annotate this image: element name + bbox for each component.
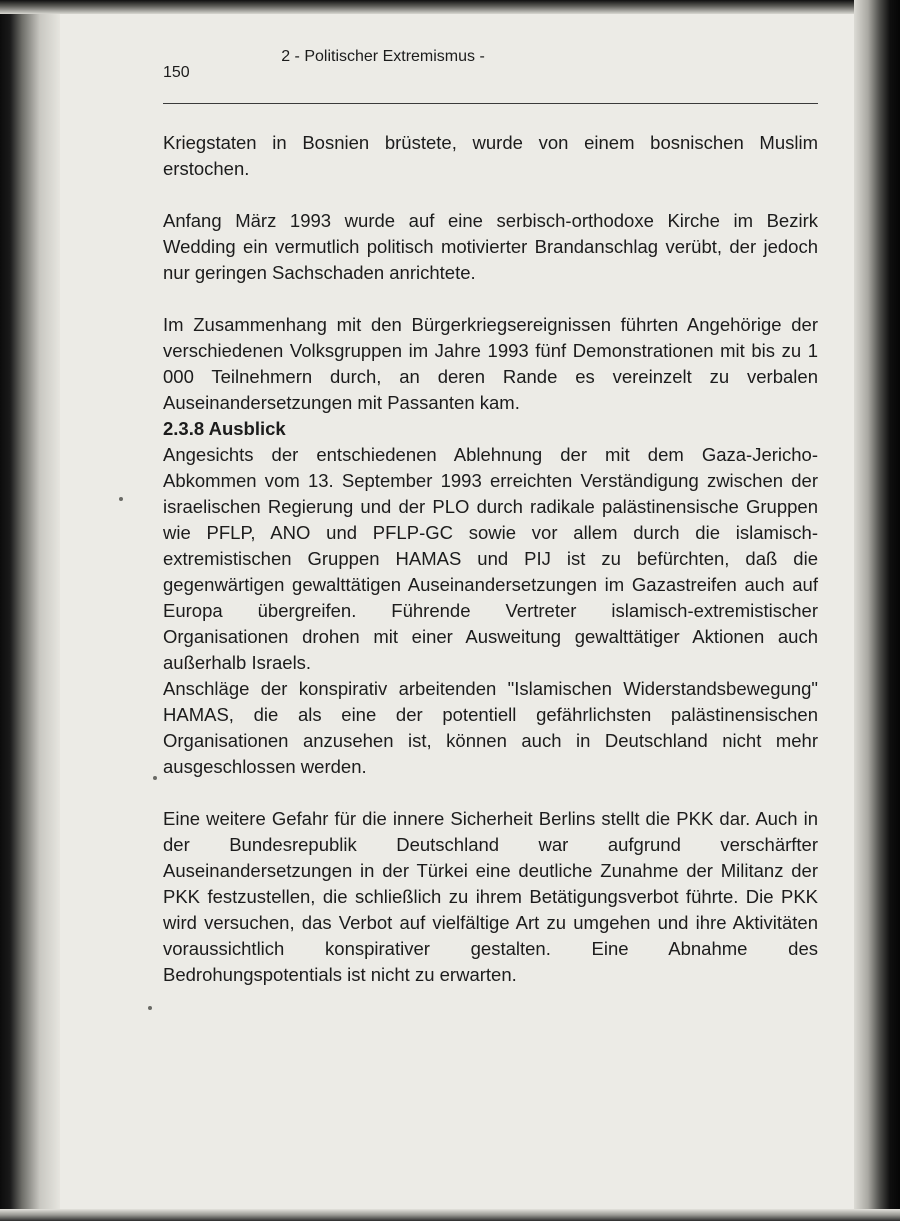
body-text [163, 130, 818, 988]
paragraph-1: Kriegstaten in Bosnien brüstete, wurde von einem bosnischen Muslim erstochen. [163, 132, 818, 179]
page-number: 150 [163, 64, 190, 81]
header-rule [163, 103, 818, 104]
paragraph-6: Eine weitere Gefahr für die innere Sicherheit Berlins stellt die PKK dar. Auch in der Bundesrepublik Deutschland war aufgrund verschärfter Auseinandersetzungen in der Türkei eine deutliche Zunahme der Militanz der PKK festzustellen, die schließlich zu ihrem Betätigungsverbot führte. Die PKK wird versuchen, das Verbot auf vielfältige Art zu umgehen und ihre Aktivitäten voraussichtlich konspirativer gestalten. Eine Abnahme des Bedrohungspotentials ist nicht zu erwarten. [163, 808, 818, 985]
scan-border-right [854, 0, 900, 1221]
page-content [163, 0, 818, 1221]
scan-speck [148, 1006, 152, 1010]
paragraph-3: Im Zusammenhang mit den Bürgerkriegsereignissen führten Angehörige der verschiedenen Volksgruppen im Jahre 1993 fünf Demonstrationen mit bis zu 1 000 Teilnehmern durch, an deren Rande es vereinzelt zu verbalen Auseinandersetzungen mit Passanten kam. [163, 314, 818, 413]
running-head: 2 - Politischer Extremismus - [281, 48, 485, 65]
binding-shadow-left [0, 0, 60, 1221]
scan-speck [153, 776, 157, 780]
paragraph-5: Anschläge der konspirativ arbeitenden "Islamischen Widerstandsbewegung" HAMAS, die als eine der potentiell gefährlichsten palästinensischen Organisationen anzusehen ist, können auch in Deutschland nicht mehr ausgeschlossen werden. [163, 678, 818, 777]
scan-speck [119, 497, 123, 501]
section-heading: 2.3.8 Ausblick [163, 418, 286, 439]
paragraph-4: Angesichts der entschiedenen Ablehnung der mit dem Gaza-Jericho-Abkommen vom 13. September 1993 erreichten Verständigung zwischen der israelischen Regierung und der PLO durch radikale palästinensische Gruppen wie PFLP, ANO und PFLP-GC sowie vor allem durch die islamisch-extremistischen Gruppen HAMAS und PIJ ist zu befürchten, daß die gegenwärtigen gewalttätigen Auseinandersetzungen im Gazastreifen auch auf Europa übergreifen. Führende Vertreter islamisch-extremistischer Organisationen drohen mit einer Ausweitung gewalttätiger Aktionen auch außerhalb Israels. [163, 444, 818, 673]
paragraph-2: Anfang März 1993 wurde auf eine serbisch-orthodoxe Kirche im Bezirk Wedding ein vermutlich politisch motivierter Brandanschlag verübt, der jedoch nur geringen Sachschaden anrichtete. [163, 210, 818, 283]
